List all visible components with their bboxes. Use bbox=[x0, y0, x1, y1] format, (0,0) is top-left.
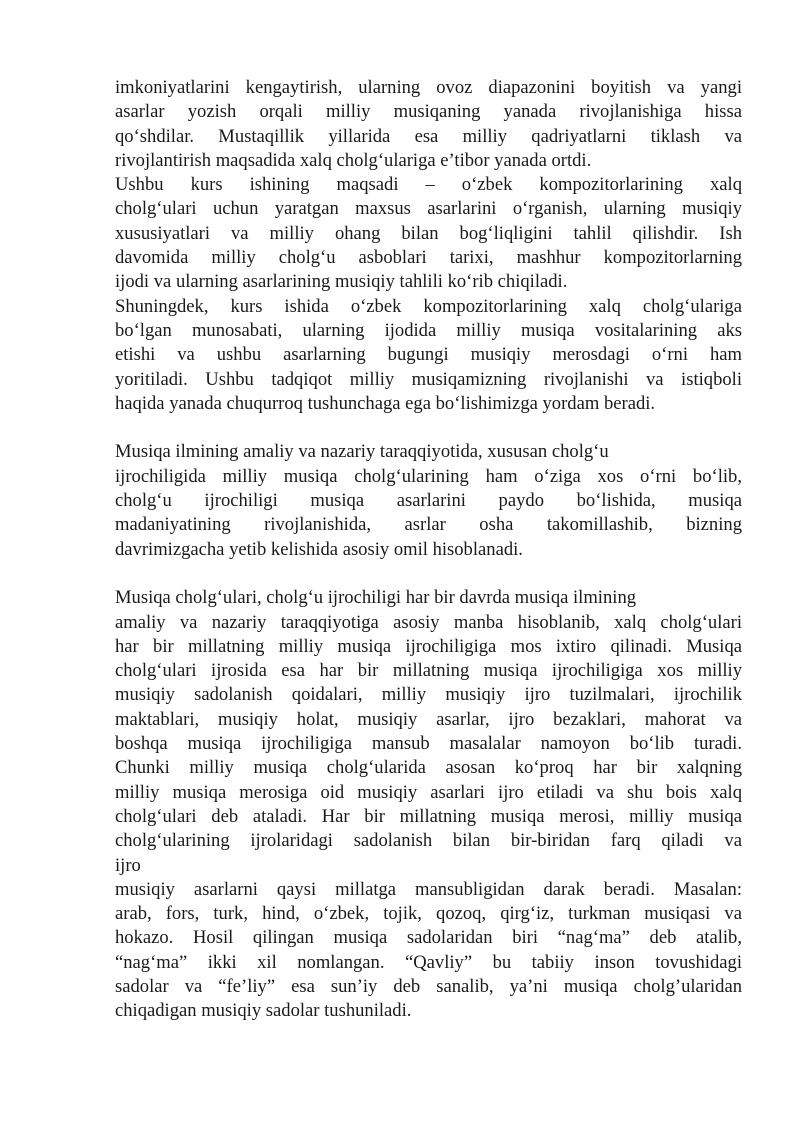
text-line: musiqiy sadolanish qoidalari, milliy musiqiy ijro tuzilmalari, ijrochilik bbox=[115, 684, 742, 706]
text-line: sadolar va “fe’liy” esa sun’iy deb sanalib, ya’ni musiqa cholg’ularidan bbox=[115, 975, 742, 997]
text-line: madaniyatining rivojlanishida, asrlar osha takomillashib, bizning bbox=[115, 514, 742, 536]
text-line: davrimizgacha yetib kelishida asosiy omil hisoblanadi. bbox=[115, 538, 523, 560]
paragraph-gap bbox=[115, 562, 742, 586]
text-line: cholg‘ulari uchun yaratgan maxsus asarlarini o‘rganish, ularning musiqiy bbox=[115, 198, 742, 220]
text-line: Musiqa cholg‘ulari, cholg‘u ijrochiligi har bir davrda musiqa ilmining bbox=[115, 587, 637, 609]
paragraph-1 bbox=[115, 76, 742, 173]
document-page bbox=[115, 76, 742, 1024]
text-line: har bir millatning milliy musiqa ijrochiligiga mos ixtiro qilinadi. Musiqa bbox=[115, 635, 742, 657]
text-line: imkoniyatlarini kengaytirish, ularning ovoz diapazonini boyitish va yangi bbox=[115, 77, 742, 98]
text-line: amaliy va nazariy taraqqiyotiga asosiy manba hisoblanib, xalq cholg‘ulari bbox=[115, 611, 742, 633]
text-line: maktablari, musiqiy holat, musiqiy asarlar, ijro bezaklari, mahorat va bbox=[115, 708, 742, 730]
text-line: milliy musiqa merosiga oid musiqiy asarlari ijro etiladi va shu bois xalq bbox=[115, 781, 742, 803]
text-line: bo‘lgan munosabati, ularning ijodida milliy musiqa vositalarining aks bbox=[115, 319, 742, 341]
text-line: Chunki milliy musiqa cholg‘ularida asosan ko‘proq har bir xalqning bbox=[115, 757, 742, 779]
text-line: Musiqa ilmining amaliy va nazariy taraqqiyotida, xususan cholg‘u bbox=[115, 441, 609, 463]
text-line: cholg‘ulari deb ataladi. Har bir millatning musiqa merosi, milliy musiqa bbox=[115, 805, 742, 827]
text-line: “nag‘ma” ikki xil nomlangan. “Qavliy” bu tabiiy inson tovushidagi bbox=[115, 951, 742, 973]
paragraph-2 bbox=[115, 173, 742, 294]
text-line: boshqa musiqa ijrochiligiga mansub masalalar namoyon bo‘lib turadi. bbox=[115, 733, 742, 755]
text-line: yoritiladi. Ushbu tadqiqot milliy musiqamizning rivojlanishi va istiqboli bbox=[115, 368, 742, 390]
text-line: etishi va ushbu asarlarning bugungi musiqiy merosdagi o‘rni ham bbox=[115, 344, 742, 366]
text-line: rivojlantirish maqsadida xalq cholg‘ulariga e’tibor yanada ortdi. bbox=[115, 149, 592, 171]
text-line: davomida milliy cholg‘u asboblari tarixi, mashhur kompozitorlarning bbox=[115, 247, 742, 269]
text-line: musiqiy asarlarni qaysi millatga mansubligidan darak beradi. Masalan: bbox=[115, 878, 742, 900]
text-line: hokazo. Hosil qilingan musiqa sadolaridan biri “nag‘ma” deb atalib, bbox=[115, 927, 742, 949]
text-line: qo‘shdilar. Mustaqillik yillarida esa milliy qadriyatlarni tiklash va bbox=[115, 125, 742, 147]
paragraph-gap bbox=[115, 416, 742, 440]
paragraph-3 bbox=[115, 295, 742, 416]
text-line: xususiyatlari va milliy ohang bilan bog‘liqligini tahlil qilishdir. Ish bbox=[115, 222, 742, 244]
text-line: ijrochiligida milliy musiqa cholg‘ularining ham o‘ziga xos o‘rni bo‘lib, bbox=[115, 465, 742, 487]
text-line: cholg‘u ijrochiligi musiqa asarlarini paydo bo‘lishida, musiqa bbox=[115, 490, 742, 512]
text-line: ijro bbox=[115, 854, 141, 876]
text-line: Shuningdek, kurs ishida o‘zbek kompozitorlarining xalq cholg‘ulariga bbox=[115, 295, 742, 317]
text-line: arab, fors, turk, hind, o‘zbek, tojik, qozoq, qirg‘iz, turkman musiqasi va bbox=[115, 903, 742, 925]
paragraph-4 bbox=[115, 440, 742, 561]
text-line: asarlar yozish orqali milliy musiqaning yanada rivojlanishiga hissa bbox=[115, 101, 742, 123]
text-line: cholg‘ulari ijrosida esa har bir millatning musiqa ijrochiligiga xos milliy bbox=[115, 660, 742, 682]
text-line: haqida yanada chuqurroq tushunchaga ega bo‘lishimizga yordam beradi. bbox=[115, 392, 656, 414]
text-line: Ushbu kurs ishining maqsadi – o‘zbek kompozitorlarining xalq bbox=[115, 174, 742, 196]
paragraph-5 bbox=[115, 586, 742, 1023]
text-line: cholg‘ularining ijrolaridagi sadolanish bilan bir-biridan farq qiladi va bbox=[115, 830, 742, 852]
text-line: chiqadigan musiqiy sadolar tushuniladi. bbox=[115, 1000, 412, 1022]
text-line: ijodi va ularning asarlarining musiqiy tahlili ko‘rib chiqiladi. bbox=[115, 271, 568, 293]
